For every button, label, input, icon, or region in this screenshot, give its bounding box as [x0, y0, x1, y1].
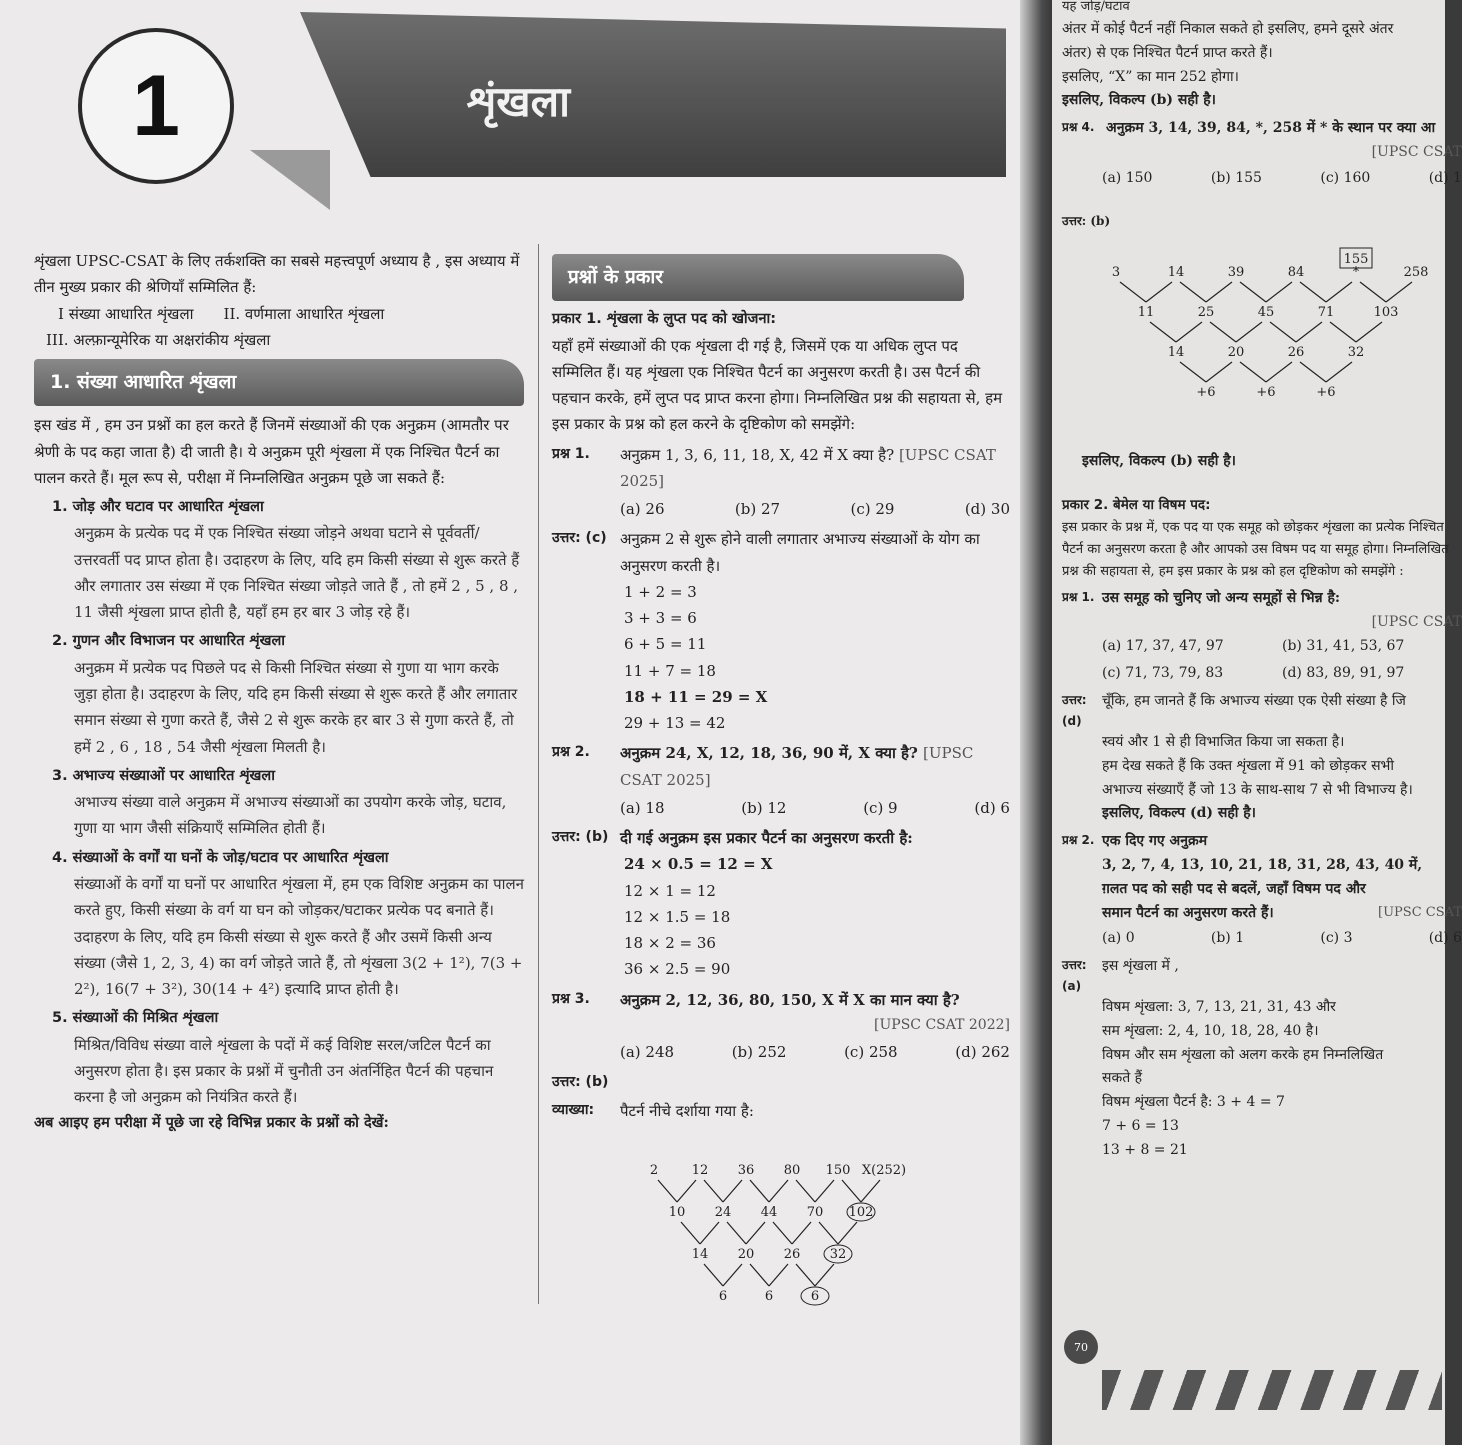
text-line: यह जोड़/घटाव — [1062, 0, 1130, 14]
question-label: प्रश्न 4. — [1062, 120, 1095, 135]
tree-node: 45 — [1257, 305, 1275, 320]
tree-node: +6 — [1256, 385, 1276, 400]
text-line: सम शृंखला: 2, 4, 10, 18, 28, 40 है। — [1102, 1022, 1319, 1039]
tree-node: 39 — [1227, 265, 1245, 280]
tree-link — [773, 1222, 792, 1244]
option: (d) 262 — [955, 1043, 1010, 1062]
answer-label: उत्तर: (b) — [1062, 213, 1111, 228]
answer-label: उत्तर: (d) — [1062, 693, 1087, 728]
question-text: उस समूह को चुनिए जो अन्य समूहों से भिन्न है: — [1102, 590, 1341, 607]
subsection-text: अभाज्य संख्या वाले अनुक्रम में अभाज्य संख्याओं का उपयोग करके जोड़, घटाव, गुणा या भाग जैसी संक्रियाएँ सम्मिलित होती हैं। — [74, 793, 507, 838]
tree-link — [1386, 282, 1412, 302]
exam-ref: [UPSC CSAT 2025] — [620, 445, 996, 490]
text-line: अभाज्य संख्याएँ हैं जो 13 के साथ-साथ 7 से भी विभाज्य है। — [1102, 781, 1413, 798]
tree-node: 32 — [829, 1247, 847, 1262]
text-line: इसलिए, “X” का मान 252 होगा। — [1062, 68, 1239, 85]
question-types-heading: प्रश्नों के प्रकार — [552, 254, 964, 301]
question-text: एक दिए गए अनुक्रम — [1102, 833, 1208, 850]
text-line: हम देख सकते हैं कि उक्त शृंखला में 91 को छोड़कर सभी — [1102, 757, 1395, 774]
option: (a) 248 — [620, 1043, 675, 1062]
text-line: 13 + 8 = 21 — [1102, 1141, 1188, 1158]
options-row — [620, 795, 1010, 821]
type2-text: इस प्रकार के प्रश्न में, एक पद या एक समूह को छोड़कर शृंखला का प्रत्येक निश्चित पैटर्न का अनुसरण करता है और आपको उस विषम पद या समूह होगा। निम्नलिखित प्रश्न की सहायता से, हम इस प्रकार के प्रश्न को हल दृष्टिकोण को समझेंगे : — [1062, 519, 1449, 579]
exam-ref: [UPSC CSAT — [1371, 613, 1462, 630]
tree-node: 14 — [1167, 265, 1185, 280]
question-label: प्रश्न 1. — [552, 445, 590, 462]
tree-link — [1180, 282, 1206, 302]
tree-node: * — [1352, 265, 1360, 280]
intro-text: शृंखला UPSC-CSAT के लिए तर्कशक्ति का सबसे महत्त्वपूर्ण अध्याय है , इस अध्याय में तीन मुख्य प्रकार की श्रेणियाँ सम्मिलित हैं: — [34, 252, 520, 297]
answer-text: अनुक्रम 2 से शुरू होने वाली लगातार अभाज्य संख्याओं के योग का अनुसरण करती है। — [620, 530, 980, 575]
tree-node: 102 — [848, 1205, 874, 1220]
text-line: इसलिए, विकल्प (b) सही है। — [1062, 92, 1216, 109]
answer-5 — [1062, 690, 1462, 731]
answer-1 — [552, 526, 1010, 579]
option: (b) 252 — [731, 1043, 787, 1062]
tree-link — [796, 1264, 815, 1286]
tree-link — [1270, 322, 1296, 342]
answer-6 — [1062, 955, 1462, 996]
options-row — [1102, 167, 1462, 191]
step: 11 + 7 = 18 — [624, 661, 716, 680]
question-3 — [552, 987, 1010, 1013]
tree-link — [704, 1264, 723, 1286]
tree-node: 6 — [764, 1289, 774, 1304]
tree-link — [1360, 282, 1386, 302]
option: (d) 6 — [974, 798, 1010, 817]
step: 12 × 1.5 = 18 — [624, 907, 731, 926]
options-row — [620, 1039, 1010, 1065]
tree-link — [1210, 322, 1236, 342]
tree-link — [704, 1180, 723, 1202]
chapter-title: शृंखला — [467, 77, 570, 126]
tree-link — [750, 1180, 769, 1202]
question-label: प्रश्न 3. — [552, 990, 590, 1007]
tree-link — [1266, 362, 1292, 382]
option: (c) 9 — [863, 798, 898, 817]
type1-text: यहाँ हमें संख्याओं की एक शृंखला दी गई है, जिसमें एक या अधिक लुप्त पद सम्मिलित हैं। यह शृंखला एक निश्चित पैटर्न का अनुसरण करती है। उस पैटर्न की पहचान करके, हमें लुप्त पद प्राप्त करना होगा। निम्नलिखित प्रश्न की सहायता से, हम इस प्रकार के प्रश्न को हल करने के दृष्टिकोण को समझेंगे: — [552, 336, 1003, 434]
explanation — [552, 1098, 1010, 1124]
tree-link — [819, 1222, 838, 1244]
tree-link — [658, 1180, 677, 1202]
tree-node: 258 — [1403, 265, 1429, 280]
tree-link — [1236, 322, 1262, 342]
subsection-title: 1. जोड़ और घटाव पर आधारित शृंखला — [52, 499, 264, 515]
tree-node: 24 — [714, 1205, 732, 1220]
tree-link — [1206, 282, 1232, 302]
option: (b) 155 — [1210, 169, 1262, 186]
exam-ref: [UPSC CSAT — [1371, 144, 1462, 161]
step: 12 × 1 = 12 — [624, 881, 716, 900]
question-text: अनुक्रम 3, 14, 39, 84, *, 258 में * के स्थान पर क्या आ — [1106, 120, 1436, 137]
tree-node: 84 — [1287, 265, 1305, 280]
subsection-text: अनुक्रम में प्रत्येक पद पिछले पद से किसी निश्चित संख्या से गुणा या भाग करके जुड़ा होता है। उदाहरण के लिए, यदि हम किसी संख्या से शुरू करते हैं और लगातार समान संख्या से गुणा करते हैं, जैसे 2 से शुरू करके हर बार 3 से गुणा करते हैं, तो हमें 2 , 6 , 18 , 54 जैसी शृंखला मिलती है। — [74, 658, 518, 756]
text-line: इसलिए, विकल्प (d) सही है। — [1102, 805, 1256, 822]
option: (a) 0 — [1102, 930, 1135, 947]
tree-node: 150 — [825, 1163, 851, 1178]
tree-link — [861, 1180, 880, 1202]
option: (d) 30 — [964, 500, 1010, 519]
tree-node: X(252) — [861, 1163, 907, 1178]
tree-node: +6 — [1196, 385, 1216, 400]
difference-tree-q4 — [1102, 252, 1442, 442]
text-line: सकते हैं — [1102, 1070, 1143, 1087]
tree-link — [746, 1222, 765, 1244]
tree-link — [681, 1222, 700, 1244]
tree-link — [792, 1222, 811, 1244]
option: (b) 27 — [734, 500, 781, 519]
option: (c) 258 — [844, 1043, 898, 1062]
tree-link — [1240, 362, 1266, 382]
tree-node: 12 — [691, 1163, 709, 1178]
question-1 — [552, 442, 1010, 495]
question-6 — [1062, 830, 1462, 854]
tree-node: 80 — [783, 1163, 801, 1178]
text-line: विषम शृंखला: 3, 7, 13, 21, 31, 43 और — [1102, 998, 1336, 1015]
option: (b) 12 — [741, 798, 787, 817]
step: 18 × 2 = 36 — [624, 934, 716, 953]
option: (d) 1 — [1428, 169, 1462, 186]
step: 24 × 0.5 = 12 = X — [624, 855, 773, 874]
step: 1 + 2 = 3 — [624, 582, 697, 601]
question-text: अनुक्रम 24, X, 12, 18, 36, 90 में, X क्या है? — [620, 744, 918, 763]
option: (c) 3 — [1320, 930, 1353, 947]
option: (c) 71, 73, 79, 83 — [1102, 665, 1224, 682]
right-column — [552, 248, 1010, 1124]
type-item: II. वर्णमाला आधारित शृंखला — [223, 304, 385, 323]
text-line: 3, 2, 7, 4, 13, 10, 21, 18, 31, 28, 43, 40 में, — [1102, 856, 1423, 873]
left-column — [34, 248, 524, 1136]
question-2 — [552, 740, 1010, 793]
tree-node: 70 — [806, 1205, 824, 1220]
type-item: III. अल्फ़ान्यूमेरिक या अक्षरांकीय शृंखला — [46, 330, 271, 349]
tree-link — [1150, 322, 1176, 342]
footer-stripes — [1102, 1370, 1442, 1410]
text-line: स्वयं और 1 से ही विभाजित किया जा सकता है। — [1102, 733, 1345, 750]
tree-link — [796, 1180, 815, 1202]
text-line: 7 + 6 = 13 — [1102, 1117, 1179, 1134]
tree-node: 10 — [668, 1205, 686, 1220]
tree-link — [700, 1222, 719, 1244]
tree-link — [1300, 282, 1326, 302]
subsection-title: 5. संख्याओं की मिश्रित शृंखला — [52, 1010, 219, 1027]
tree-node: 44 — [760, 1205, 778, 1220]
text-line: अंतर में कोई पैटर्न नहीं निकाल सकते हो इसलिए, हमने दूसरे अंतर — [1062, 21, 1394, 38]
tree-link — [815, 1264, 834, 1286]
type2-title: प्रकार 2. बेमेल या विषम पद: — [1062, 496, 1211, 513]
answer-label: उत्तर: (b) — [552, 829, 609, 846]
option: (a) 26 — [620, 500, 665, 519]
tree-node: 6 — [810, 1289, 820, 1304]
right-page-lower — [1062, 450, 1462, 1163]
answer-conclusion: इसलिए, विकल्प (b) सही है। — [1082, 453, 1236, 469]
section-heading: 1. संख्या आधारित शृंखला — [34, 359, 524, 406]
tree-link — [1300, 362, 1326, 382]
tree-link — [1180, 362, 1206, 382]
tree-node: 6 — [718, 1289, 728, 1304]
exam-ref: [UPSC CSAT 2025] — [620, 744, 974, 789]
subsection-text: अनुक्रम के प्रत्येक पद में एक निश्चित संख्या जोड़ने अथवा घटाने से पूर्ववर्ती/उत्तरवर्ती पद प्राप्त होता है। उदाहरण के लिए, यदि हम किसी संख्या से शुरू करते हैं और लगातार उस संख्या में एक निश्चित संख्या जोड़ते जाते हैं , तो हमें 2 , 5 , 8 , 11 जैसी शृंखला प्राप्त होती है, यहाँ हम हर बार 3 जोड़ रहे हैं। — [74, 524, 520, 622]
tree-link — [1330, 322, 1356, 342]
answer-text: इस शृंखला में , — [1102, 958, 1179, 975]
tree-link — [1176, 322, 1202, 342]
tree-node: 3 — [1111, 265, 1121, 280]
tree-link — [1240, 282, 1266, 302]
tree-node: 36 — [737, 1163, 755, 1178]
tree-link — [815, 1180, 834, 1202]
tree-link — [769, 1180, 788, 1202]
tree-link — [1326, 362, 1352, 382]
type-item: I संख्या आधारित शृंखला — [58, 304, 194, 323]
option: (c) 160 — [1320, 169, 1371, 186]
options-row — [1102, 927, 1462, 951]
difference-tree-q3 — [640, 1160, 940, 1310]
text-line: अंतर) से एक निश्चित पैटर्न प्राप्त करते हैं। — [1062, 44, 1273, 61]
tree-link — [723, 1180, 742, 1202]
closing-text: अब आइए हम परीक्षा में पूछे जा रहे विभिन्न प्रकार के प्रश्नों को देखें: — [34, 1114, 389, 1132]
text-line: विषम शृंखला पैटर्न है: 3 + 4 = 7 — [1102, 1094, 1285, 1111]
answer-label: उत्तर: (b) — [552, 1073, 609, 1090]
tree-link — [723, 1264, 742, 1286]
section-intro: इस खंड में , हम उन प्रश्नों का हल करते हैं जिनमें संख्याओं की एक अनुक्रम (आमतौर पर श्रेणी के पद कहा जाता है) दी जाती है। ये अनुक्रम पूरी शृंखला में एक निश्चित पैटर्न का पालन करते हैं। मूल रूप से, परीक्षा में निम्नलिखित अनुक्रम पूछे जा सकते हैं: — [34, 416, 509, 487]
answer-label: उत्तर: (c) — [552, 530, 607, 547]
answer-label: उत्तर: (a) — [1062, 958, 1087, 993]
tree-link — [677, 1180, 696, 1202]
subsection-title: 2. गुणन और विभाजन पर आधारित शृंखला — [52, 633, 286, 650]
tree-link — [1356, 322, 1382, 342]
tree-node: 14 — [1167, 345, 1185, 360]
explanation-label: व्याख्या: — [552, 1102, 595, 1119]
option: (c) 29 — [850, 500, 895, 519]
tree-node: 71 — [1317, 305, 1335, 320]
step: 36 × 2.5 = 90 — [624, 960, 731, 979]
chapter-number: 1 — [78, 28, 234, 184]
step: 6 + 5 = 11 — [624, 635, 707, 654]
question-5 — [1062, 587, 1462, 611]
tree-link — [750, 1264, 769, 1286]
step: 3 + 3 = 6 — [624, 609, 697, 628]
tree-node: 26 — [1287, 345, 1305, 360]
tree-link — [1120, 282, 1146, 302]
tree-node: +6 — [1316, 385, 1336, 400]
tree-node: 20 — [1227, 345, 1245, 360]
option: (a) 18 — [620, 798, 665, 817]
tree-node: 14 — [691, 1247, 709, 1262]
tree-link — [727, 1222, 746, 1244]
subsection-title: 4. संख्याओं के वर्गों या घनों के जोड़/घटाव पर आधारित शृंखला — [52, 849, 389, 866]
exam-ref: [UPSC CSAT — [1378, 904, 1462, 920]
tree-link — [769, 1264, 788, 1286]
explanation-text: पैटर्न नीचे दर्शाया गया है: — [620, 1102, 754, 1121]
tree-node: 26 — [783, 1247, 801, 1262]
tree-link — [1206, 362, 1232, 382]
tree-link — [1266, 282, 1292, 302]
tree-node: 103 — [1373, 305, 1399, 320]
step: 18 + 11 = 29 = X — [624, 687, 768, 706]
answer-text: चूँकि, हम जानते हैं कि अभाज्य संख्या एक ऐसी संख्या है जि — [1102, 693, 1406, 710]
subsection-text: मिश्रित/विविध संख्या वाले शृंखला के पदों में कई विशिष्ट सरल/जटिल पैटर्न का अनुसरण होता है। इस प्रकार के प्रश्नों में चुनौती उन अंतर्निहित पैटर्न की पहचान करना है जो अनुक्रम को नियंत्रित करते हैं। — [74, 1035, 494, 1107]
answer-3 — [552, 1070, 1010, 1095]
tree-node: 20 — [737, 1247, 755, 1262]
answer-2 — [552, 825, 1010, 851]
column-divider — [538, 244, 539, 1304]
question-4 — [1062, 117, 1462, 141]
tree-node: 32 — [1347, 345, 1365, 360]
tree-link — [1326, 282, 1352, 302]
banner-fold — [250, 150, 330, 210]
question-label: प्रश्न 1. — [1062, 590, 1095, 605]
step: 29 + 13 = 42 — [624, 714, 726, 733]
option: (d) 83, 89, 91, 97 — [1282, 665, 1405, 682]
chapter-banner — [300, 12, 1006, 177]
option: (b) 31, 41, 53, 67 — [1282, 637, 1405, 654]
text-line: ग़लत पद को सही पद से बदलें, जहाँ विषम पद और — [1102, 880, 1366, 897]
right-page — [1052, 0, 1462, 1445]
options-grid — [1102, 635, 1462, 687]
text-line: विषम और सम शृंखला को अलग करके हम निम्नलिखित — [1102, 1046, 1384, 1063]
answer-box-value: 155 — [1343, 252, 1369, 267]
tree-link — [842, 1180, 861, 1202]
answer-text: दी गई अनुक्रम इस प्रकार पैटर्न का अनुसरण करती है: — [620, 829, 913, 848]
question-label: प्रश्न 2. — [1062, 833, 1095, 848]
page-number: 70 — [1064, 1330, 1098, 1364]
text-line: समान पैटर्न का अनुसरण करते हैं। — [1102, 904, 1274, 921]
option: (a) 17, 37, 47, 97 — [1102, 637, 1224, 654]
tree-node: 25 — [1197, 305, 1215, 320]
question-label: प्रश्न 2. — [552, 744, 590, 761]
type1-title: प्रकार 1. शृंखला के लुप्त पद को खोजना: — [552, 311, 777, 328]
right-page-text — [1062, 0, 1462, 231]
subsection-title: 3. अभाज्य संख्याओं पर आधारित शृंखला — [52, 767, 275, 784]
exam-ref: [UPSC CSAT 2022] — [874, 1016, 1010, 1033]
subsection-text: संख्याओं के वर्गों या घनों पर आधारित शृंखला में, हम एक विशिष्ट अनुक्रम का पालन करते हुए, किसी संख्या के वर्ग या घन को जोड़कर/घटाकर प्रत्येक पद बनाते हैं। उदाहरण के लिए, यदि हम किसी संख्या से शुरू करते हैं और उसमें किसी अन्य संख्या (जैसे 1, 2, 3, 4) का वर्ग जोड़ते जाते हैं, तो शृंखला 3(2 + 1²), 7(3 + 2²), 16(7 + 3²), 30(14 + 4²) इत्यादि प्राप्त होती है। — [74, 875, 525, 998]
question-text: अनुक्रम 2, 12, 36, 80, 150, X में X का मान क्या है? — [620, 990, 960, 1009]
tree-link — [1296, 322, 1322, 342]
tree-node: 11 — [1137, 305, 1155, 320]
option: (b) 1 — [1210, 930, 1245, 947]
question-text: अनुक्रम 1, 3, 6, 11, 18, X, 42 में X क्या है? — [620, 445, 895, 464]
option: (d) 6 — [1428, 930, 1462, 947]
tree-link — [838, 1222, 857, 1244]
tree-node: 2 — [649, 1163, 659, 1178]
tree-link — [1146, 282, 1172, 302]
options-row — [620, 496, 1010, 522]
option: (a) 150 — [1102, 169, 1153, 186]
